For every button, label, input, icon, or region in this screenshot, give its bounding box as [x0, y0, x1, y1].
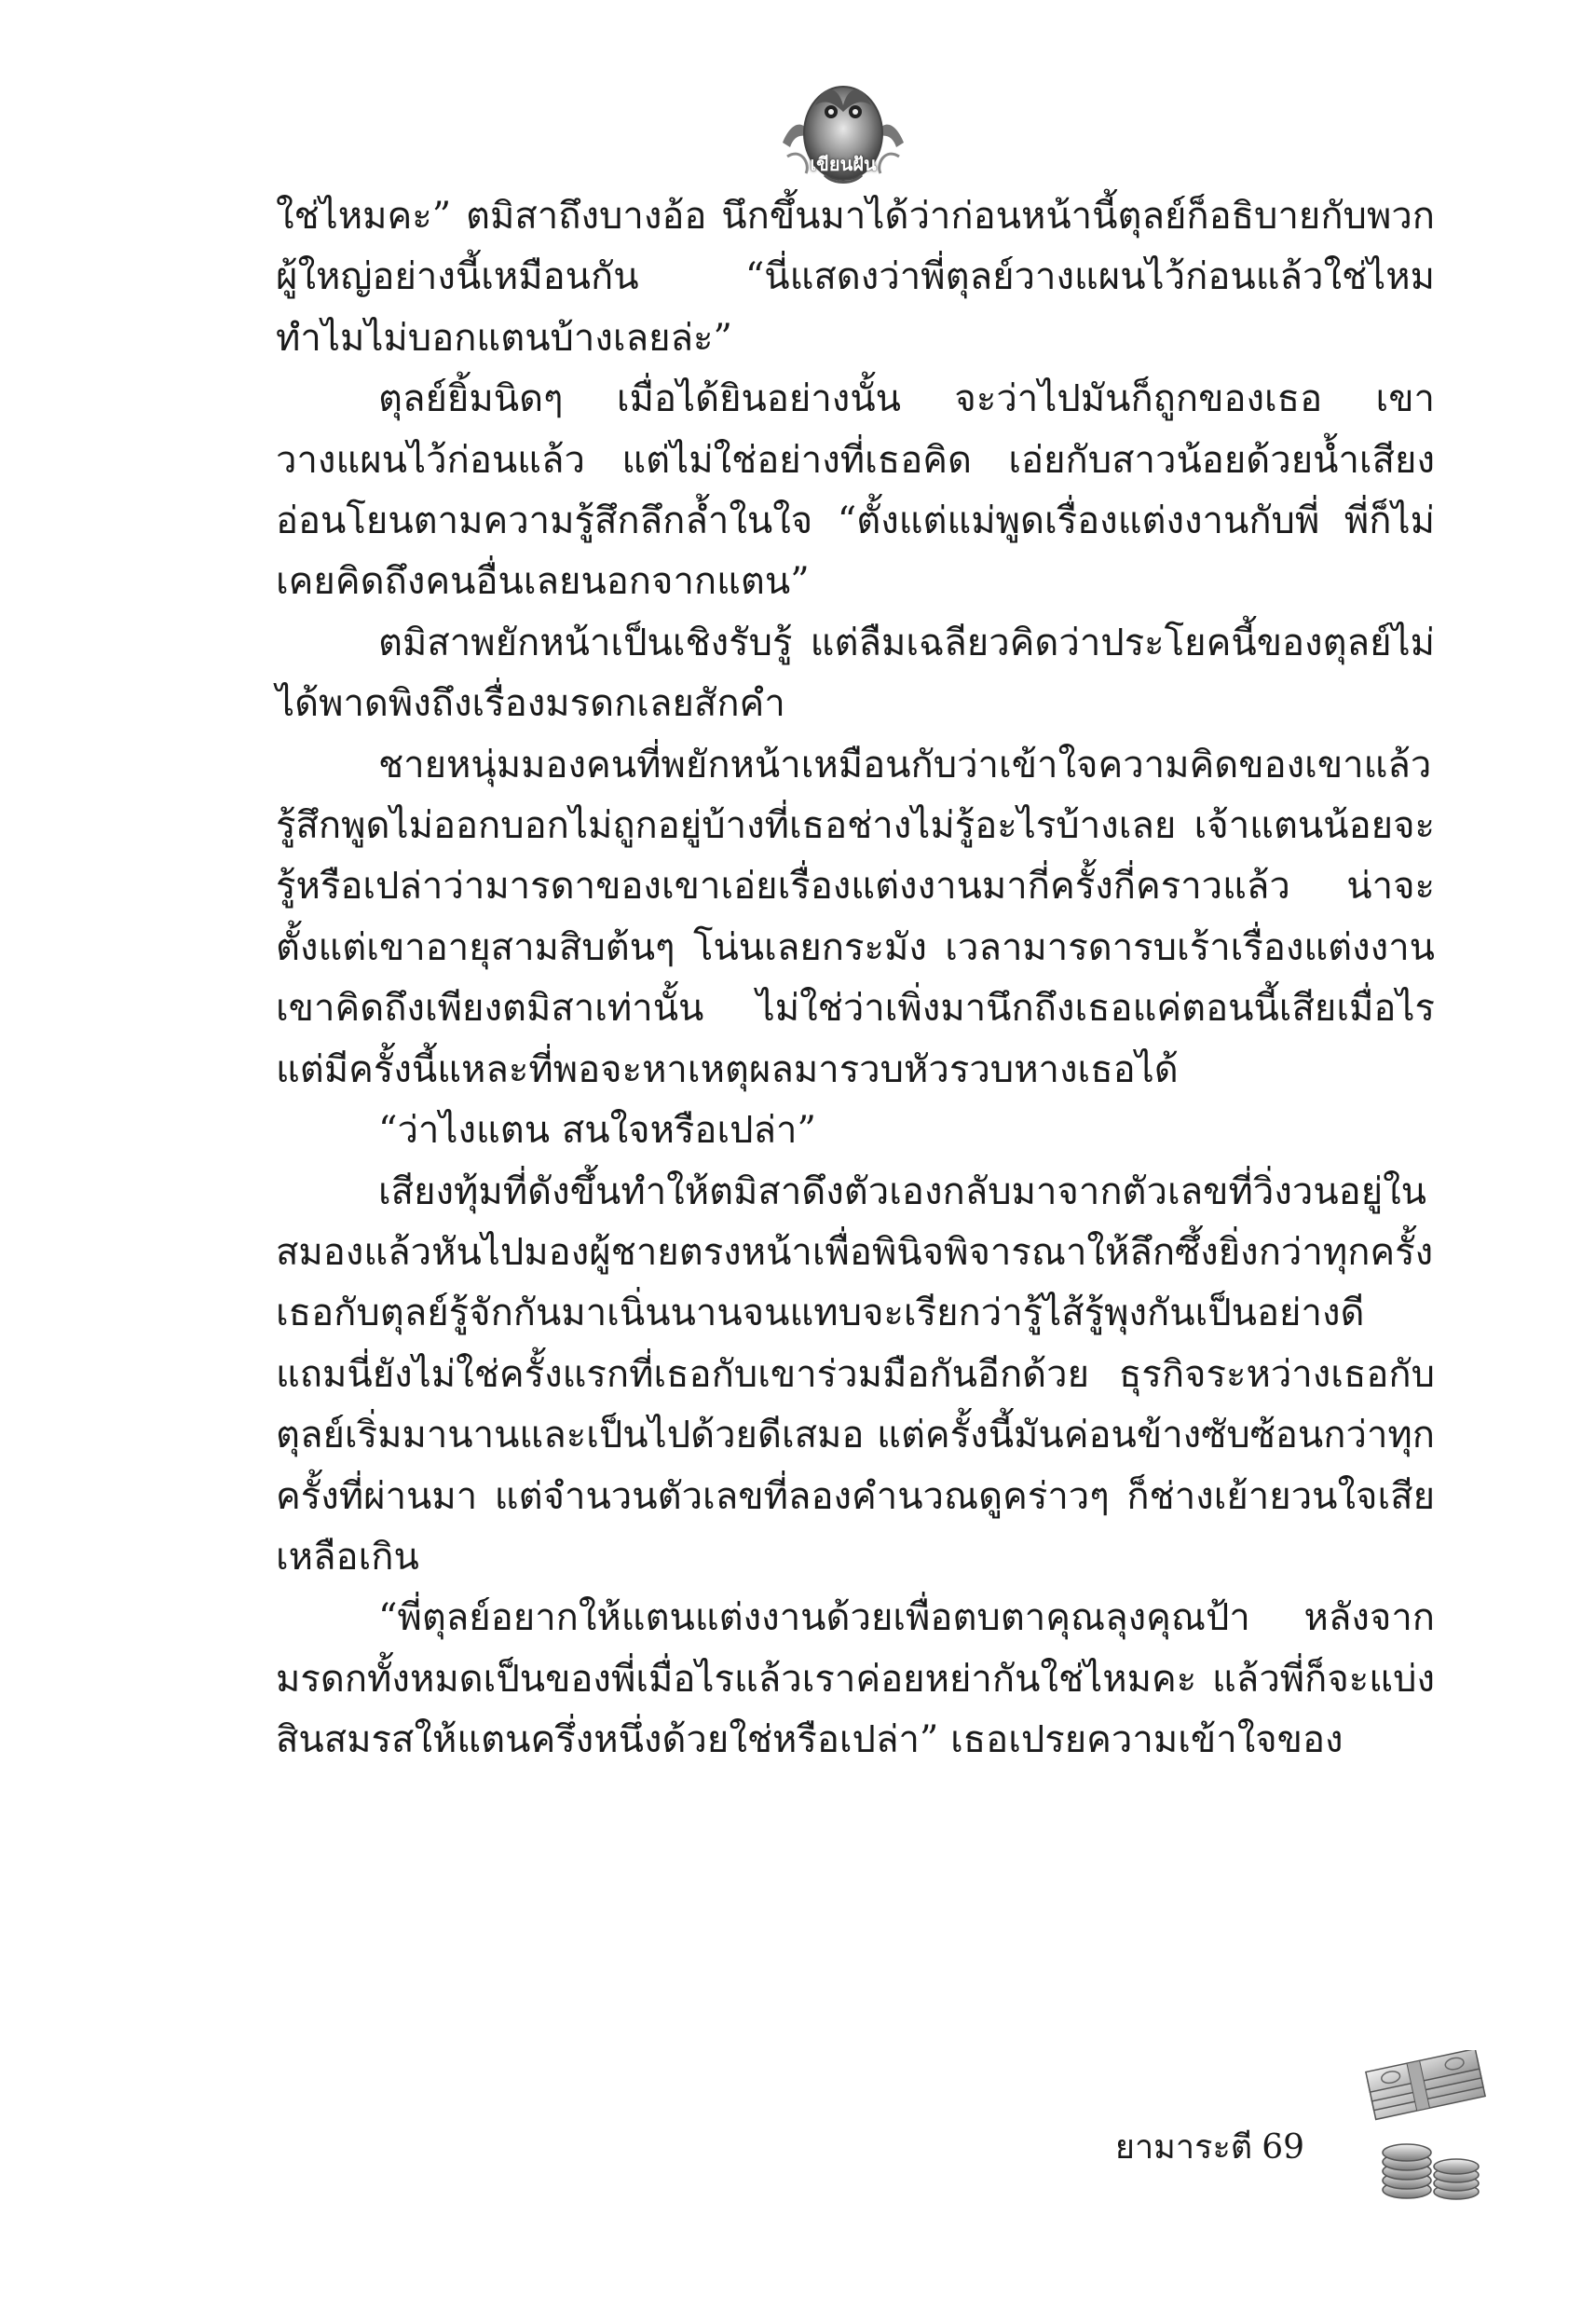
page-footer [1099, 2120, 1304, 2176]
paragraph: ตมิสาพยักหน้าเป็นเชิงรับรู้ แต่ลืมเฉลียวคิดว่าประโยคนี้ของตุลย์ไม่ได้พาดพิงถึงเรื่องมรดกเลยสักคำ [276, 621, 1435, 726]
money-stack-graphic [1356, 2050, 1505, 2208]
logo-text: เขียนฝัน [810, 153, 877, 175]
money-stack-icon [1356, 2050, 1505, 2208]
paragraph: “ว่าไงแตน สนใจหรือเปล่า” [378, 1109, 816, 1153]
paragraph: ใช่ไหมคะ” ตมิสาถึงบางอ้อ นึกขึ้นมาได้ว่าก่อนหน้านี้ตุลย์ก็อธิบายกับพวกผู้ใหญ่อย่างนี้เหมือนกัน “นี่แสดงว่าพี่ตุลย์วางแผนไว้ก่อนแล้วใช่ไหม ทำไมไม่บอกแตนบ้างเลยล่ะ” [276, 195, 1435, 360]
paragraph: ตุลย์ยิ้มนิดๆ เมื่อได้ยินอย่างนั้น จะว่าไปมันก็ถูกของเธอ เขาวางแผนไว้ก่อนแล้ว แต่ไม่ใช่อย่างที่เธอคิด เอ่ยกับสาวน้อยด้วยน้ำเสียงอ่อนโยนตามความรู้สึกลึกล้ำในใจ “ตั้งแต่แม่พูดเรื่องแต่งงานกับพี่ พี่ก็ไม่เคยคิดถึงคนอื่นเลยนอกจากแตน” [276, 377, 1435, 604]
ornament-logo-icon [773, 54, 913, 194]
book-title: ยามาระตี [1114, 2128, 1253, 2167]
paragraph: ชายหนุ่มมองคนที่พยักหน้าเหมือนกับว่าเข้าใจความคิดของเขาแล้ว รู้สึกพูดไม่ออกบอกไม่ถูกอยู่บ้างที่เธอช่างไม่รู้อะไรบ้างเลย เจ้าแตนน้อยจะรู้หรือเปล่าว่ามารดาของเขาเอ่ยเรื่องแต่งงานมากี่ครั้งกี่คราวแล้ว น่าจะตั้งแต่เขาอายุสามสิบต้นๆ โน่นเลยกระมัง เวลามารดารบเร้าเรื่องแต่งงาน เขาคิดถึงเพียงตมิสาเท่านั้น ไม่ใช่ว่าเพิ่งมานึกถึงเธอแค่ตอนนี้เสียเมื่อไร แต่มีครั้งนี้แหละที่พอจะหาเหตุผลมารวบหัวรวบหางเธอได้ [276, 743, 1435, 1091]
paragraph: เสียงทุ้มที่ดังขึ้นทำให้ตมิสาดึงตัวเองกลับมาจากตัวเลขที่วิ่งวนอยู่ในสมองแล้วหันไปมองผู้ชายตรงหน้าเพื่อพินิจพิจารณาให้ลึกซึ้งยิ่งกว่าทุกครั้ง เธอกับตุลย์รู้จักกันมาเนิ่นนานจนแทบจะเรียกว่ารู้ไส้รู้พุงกันเป็นอย่างดี แถมนี่ยังไม่ใช่ครั้งแรกที่เธอกับเขาร่วมมือกันอีกด้วย ธุรกิจระหว่างเธอกับตุลย์เริ่มมานานและเป็นไปด้วยดีเสมอ แต่ครั้งนี้มันค่อนข้างซับซ้อนกว่าทุกครั้งที่ผ่านมา แต่จำนวนตัวเลขที่ลองคำนวณดูคร่าวๆ ก็ช่างเย้ายวนใจเสียเหลือเกิน [276, 1169, 1435, 1579]
paragraph: “พี่ตุลย์อยากให้แตนแต่งงานด้วยเพื่อตบตาคุณลุงคุณป้า หลังจากมรดกทั้งหมดเป็นของพี่เมื่อไรแล้วเราค่อยหย่ากันใช่ไหมคะ แล้วพี่ก็จะแบ่งสินสมรสให้แตนครึ่งหนึ่งด้วยใช่หรือเปล่า” เธอเปรยความเข้าใจของ [276, 1596, 1435, 1762]
page-number: 69 [1262, 2128, 1304, 2167]
text-body [276, 186, 1435, 1771]
